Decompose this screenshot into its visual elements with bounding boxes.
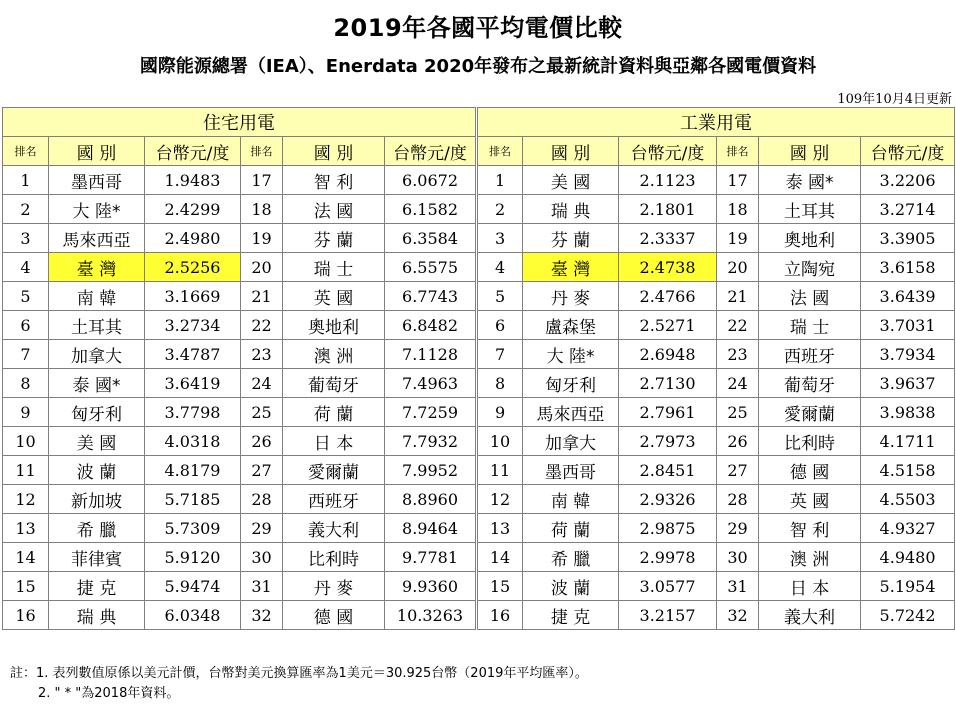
country-cell: 英 國 — [759, 485, 861, 514]
rank-cell: 30 — [717, 543, 759, 572]
country-cell: 比利時 — [759, 427, 861, 456]
country-cell: 英 國 — [283, 282, 385, 311]
price-cell: 2.1123 — [619, 166, 717, 195]
price-cell: 2.5256 — [145, 253, 241, 282]
rank-cell: 3 — [477, 224, 523, 253]
table-body — [3, 166, 955, 630]
price-cell: 2.9978 — [619, 543, 717, 572]
country-cell: 芬 蘭 — [523, 224, 619, 253]
table-row — [3, 166, 955, 195]
rank-cell: 19 — [717, 224, 759, 253]
price-cell: 3.7031 — [861, 311, 955, 340]
header-price: 台幣元/度 — [861, 137, 955, 166]
table-row — [3, 224, 955, 253]
country-cell: 加拿大 — [523, 427, 619, 456]
country-cell: 芬 蘭 — [283, 224, 385, 253]
table-row — [3, 398, 955, 427]
rank-cell: 1 — [3, 166, 49, 195]
rank-cell: 7 — [477, 340, 523, 369]
price-cell: 4.5158 — [861, 456, 955, 485]
rank-cell: 14 — [3, 543, 49, 572]
price-cell: 2.5271 — [619, 311, 717, 340]
price-cell: 1.9483 — [145, 166, 241, 195]
rank-cell: 32 — [241, 601, 283, 630]
country-cell: 大 陸* — [523, 340, 619, 369]
price-cell: 3.4787 — [145, 340, 241, 369]
rank-cell: 8 — [3, 369, 49, 398]
table-row — [3, 514, 955, 543]
price-cell: 4.0318 — [145, 427, 241, 456]
country-cell: 加拿大 — [49, 340, 145, 369]
header-price: 台幣元/度 — [619, 137, 717, 166]
rank-cell: 25 — [717, 398, 759, 427]
table-row — [3, 253, 955, 282]
rank-cell: 21 — [717, 282, 759, 311]
header-rank: 排名 — [717, 137, 759, 166]
rank-cell: 4 — [3, 253, 49, 282]
country-cell: 丹 麥 — [523, 282, 619, 311]
table-row — [3, 485, 955, 514]
price-cell: 3.9838 — [861, 398, 955, 427]
country-cell: 荷 蘭 — [523, 514, 619, 543]
price-cell: 2.4766 — [619, 282, 717, 311]
price-cell: 2.9875 — [619, 514, 717, 543]
country-cell: 新加坡 — [49, 485, 145, 514]
note-2: 2. " * "為2018年資料。 — [38, 686, 180, 701]
country-cell: 葡萄牙 — [283, 369, 385, 398]
price-cell: 3.6439 — [861, 282, 955, 311]
header-country: 國 別 — [523, 137, 619, 166]
price-cell: 7.7259 — [385, 398, 477, 427]
price-cell: 3.9637 — [861, 369, 955, 398]
rank-cell: 20 — [717, 253, 759, 282]
rank-cell: 31 — [717, 572, 759, 601]
rank-cell: 18 — [717, 195, 759, 224]
rank-cell: 10 — [3, 427, 49, 456]
header-country: 國 別 — [49, 137, 145, 166]
header-rank: 排名 — [477, 137, 523, 166]
rank-cell: 24 — [717, 369, 759, 398]
rank-cell: 6 — [477, 311, 523, 340]
country-cell: 土耳其 — [759, 195, 861, 224]
country-cell: 義大利 — [759, 601, 861, 630]
price-cell: 7.7932 — [385, 427, 477, 456]
country-cell: 西班牙 — [283, 485, 385, 514]
rank-cell: 7 — [3, 340, 49, 369]
rank-cell: 13 — [477, 514, 523, 543]
price-cell: 6.7743 — [385, 282, 477, 311]
table-row — [3, 369, 955, 398]
table-row — [3, 456, 955, 485]
price-cell: 10.3263 — [385, 601, 477, 630]
price-cell: 2.4980 — [145, 224, 241, 253]
rank-cell: 27 — [241, 456, 283, 485]
rank-cell: 11 — [477, 456, 523, 485]
rank-cell: 10 — [477, 427, 523, 456]
header-rank: 排名 — [241, 137, 283, 166]
country-cell: 波 蘭 — [523, 572, 619, 601]
country-cell: 瑞 典 — [49, 601, 145, 630]
rank-cell: 17 — [717, 166, 759, 195]
price-cell: 2.9326 — [619, 485, 717, 514]
country-cell: 日 本 — [759, 572, 861, 601]
rank-cell: 27 — [717, 456, 759, 485]
country-cell: 比利時 — [283, 543, 385, 572]
price-cell: 3.3905 — [861, 224, 955, 253]
price-cell: 6.3584 — [385, 224, 477, 253]
price-cell: 6.8482 — [385, 311, 477, 340]
rank-cell: 22 — [717, 311, 759, 340]
country-cell: 葡萄牙 — [759, 369, 861, 398]
country-cell: 捷 克 — [523, 601, 619, 630]
price-cell: 3.2714 — [861, 195, 955, 224]
price-cell: 4.9480 — [861, 543, 955, 572]
price-cell: 3.6158 — [861, 253, 955, 282]
section-industrial: 工業用電 — [477, 108, 955, 137]
rank-cell: 20 — [241, 253, 283, 282]
rank-cell: 5 — [3, 282, 49, 311]
rank-cell: 22 — [241, 311, 283, 340]
table-row — [3, 195, 955, 224]
price-cell: 2.4738 — [619, 253, 717, 282]
country-cell: 臺 灣 — [49, 253, 145, 282]
price-cell: 3.7798 — [145, 398, 241, 427]
rank-cell: 29 — [717, 514, 759, 543]
country-cell: 德 國 — [283, 601, 385, 630]
country-cell: 泰 國* — [759, 166, 861, 195]
rank-cell: 21 — [241, 282, 283, 311]
rank-cell: 23 — [717, 340, 759, 369]
price-cell: 3.7934 — [861, 340, 955, 369]
country-cell: 法 國 — [759, 282, 861, 311]
price-cell: 4.8179 — [145, 456, 241, 485]
rank-cell: 17 — [241, 166, 283, 195]
header-price: 台幣元/度 — [145, 137, 241, 166]
rank-cell: 9 — [3, 398, 49, 427]
table-row — [3, 601, 955, 630]
price-cell: 7.1128 — [385, 340, 477, 369]
rank-cell: 9 — [477, 398, 523, 427]
price-cell: 3.0577 — [619, 572, 717, 601]
header-country: 國 別 — [759, 137, 861, 166]
price-table — [2, 107, 955, 630]
price-cell: 9.9360 — [385, 572, 477, 601]
country-cell: 智 利 — [283, 166, 385, 195]
price-cell: 6.0672 — [385, 166, 477, 195]
rank-cell: 5 — [477, 282, 523, 311]
country-cell: 愛爾蘭 — [283, 456, 385, 485]
rank-cell: 1 — [477, 166, 523, 195]
table-row — [3, 340, 955, 369]
country-cell: 墨西哥 — [49, 166, 145, 195]
price-cell: 2.6948 — [619, 340, 717, 369]
footnotes — [10, 664, 588, 704]
price-cell: 4.5503 — [861, 485, 955, 514]
price-cell: 3.1669 — [145, 282, 241, 311]
price-cell: 2.7130 — [619, 369, 717, 398]
price-cell: 6.1582 — [385, 195, 477, 224]
price-cell: 2.7973 — [619, 427, 717, 456]
section-residential: 住宅用電 — [3, 108, 477, 137]
price-cell: 6.0348 — [145, 601, 241, 630]
table-row — [3, 543, 955, 572]
country-cell: 大 陸* — [49, 195, 145, 224]
rank-cell: 25 — [241, 398, 283, 427]
rank-cell: 6 — [3, 311, 49, 340]
country-cell: 匈牙利 — [49, 398, 145, 427]
price-cell: 3.2206 — [861, 166, 955, 195]
price-cell: 5.7242 — [861, 601, 955, 630]
price-cell: 7.4963 — [385, 369, 477, 398]
country-cell: 義大利 — [283, 514, 385, 543]
country-cell: 墨西哥 — [523, 456, 619, 485]
country-cell: 馬來西亞 — [49, 224, 145, 253]
rank-cell: 26 — [241, 427, 283, 456]
rank-cell: 12 — [477, 485, 523, 514]
country-cell: 南 韓 — [49, 282, 145, 311]
country-cell: 德 國 — [759, 456, 861, 485]
price-cell: 8.9464 — [385, 514, 477, 543]
country-cell: 菲律賓 — [49, 543, 145, 572]
price-cell: 4.1711 — [861, 427, 955, 456]
country-cell: 土耳其 — [49, 311, 145, 340]
header-rank: 排名 — [3, 137, 49, 166]
price-cell: 3.2734 — [145, 311, 241, 340]
rank-cell: 18 — [241, 195, 283, 224]
country-cell: 匈牙利 — [523, 369, 619, 398]
rank-cell: 16 — [3, 601, 49, 630]
rank-cell: 29 — [241, 514, 283, 543]
page-title: 2019年各國平均電價比較 — [333, 14, 623, 42]
country-cell: 盧森堡 — [523, 311, 619, 340]
table-row — [3, 572, 955, 601]
price-cell: 3.6419 — [145, 369, 241, 398]
price-cell: 8.8960 — [385, 485, 477, 514]
notes-label: 註： — [10, 666, 37, 681]
rank-cell: 24 — [241, 369, 283, 398]
country-cell: 美 國 — [523, 166, 619, 195]
table-row — [3, 311, 955, 340]
price-cell: 9.7781 — [385, 543, 477, 572]
country-cell: 法 國 — [283, 195, 385, 224]
country-cell: 奧地利 — [283, 311, 385, 340]
country-cell: 瑞 士 — [283, 253, 385, 282]
table-row — [3, 282, 955, 311]
column-header-row — [3, 137, 955, 166]
country-cell: 澳 洲 — [759, 543, 861, 572]
country-cell: 日 本 — [283, 427, 385, 456]
rank-cell: 8 — [477, 369, 523, 398]
country-cell: 馬來西亞 — [523, 398, 619, 427]
country-cell: 智 利 — [759, 514, 861, 543]
rank-cell: 26 — [717, 427, 759, 456]
price-cell: 6.5575 — [385, 253, 477, 282]
rank-cell: 14 — [477, 543, 523, 572]
rank-cell: 15 — [477, 572, 523, 601]
rank-cell: 31 — [241, 572, 283, 601]
country-cell: 奧地利 — [759, 224, 861, 253]
rank-cell: 4 — [477, 253, 523, 282]
rank-cell: 2 — [477, 195, 523, 224]
country-cell: 南 韓 — [523, 485, 619, 514]
price-cell: 5.9474 — [145, 572, 241, 601]
country-cell: 荷 蘭 — [283, 398, 385, 427]
price-cell: 4.9327 — [861, 514, 955, 543]
rank-cell: 15 — [3, 572, 49, 601]
rank-cell: 19 — [241, 224, 283, 253]
price-cell: 2.1801 — [619, 195, 717, 224]
country-cell: 希 臘 — [49, 514, 145, 543]
rank-cell: 16 — [477, 601, 523, 630]
header-price: 台幣元/度 — [385, 137, 477, 166]
rank-cell: 3 — [3, 224, 49, 253]
updated-date: 109年10月4日更新 — [837, 92, 952, 107]
country-cell: 捷 克 — [49, 572, 145, 601]
rank-cell: 11 — [3, 456, 49, 485]
table-row — [3, 427, 955, 456]
note-1: 1. 表列數值原係以美元計價，台幣對美元換算匯率為1美元＝30.925台幣（2019年平均匯率）。 — [36, 666, 588, 681]
price-cell: 2.3337 — [619, 224, 717, 253]
country-cell: 瑞 典 — [523, 195, 619, 224]
rank-cell: 2 — [3, 195, 49, 224]
rank-cell: 13 — [3, 514, 49, 543]
price-cell: 7.9952 — [385, 456, 477, 485]
country-cell: 西班牙 — [759, 340, 861, 369]
rank-cell: 23 — [241, 340, 283, 369]
rank-cell: 30 — [241, 543, 283, 572]
country-cell: 美 國 — [49, 427, 145, 456]
price-cell: 2.4299 — [145, 195, 241, 224]
rank-cell: 28 — [717, 485, 759, 514]
country-cell: 立陶宛 — [759, 253, 861, 282]
price-cell: 5.7309 — [145, 514, 241, 543]
country-cell: 澳 洲 — [283, 340, 385, 369]
country-cell: 希 臘 — [523, 543, 619, 572]
rank-cell: 28 — [241, 485, 283, 514]
rank-cell: 12 — [3, 485, 49, 514]
price-cell: 2.8451 — [619, 456, 717, 485]
price-cell: 5.7185 — [145, 485, 241, 514]
price-cell: 5.1954 — [861, 572, 955, 601]
country-cell: 丹 麥 — [283, 572, 385, 601]
page-subtitle: 國際能源總署（IEA）、Enerdata 2020年發布之最新統計資料與亞鄰各國電價資料 — [139, 56, 817, 77]
price-cell: 5.9120 — [145, 543, 241, 572]
price-cell: 2.7961 — [619, 398, 717, 427]
country-cell: 泰 國* — [49, 369, 145, 398]
country-cell: 愛爾蘭 — [759, 398, 861, 427]
country-cell: 波 蘭 — [49, 456, 145, 485]
country-cell: 瑞 士 — [759, 311, 861, 340]
price-cell: 3.2157 — [619, 601, 717, 630]
header-country: 國 別 — [283, 137, 385, 166]
rank-cell: 32 — [717, 601, 759, 630]
country-cell: 臺 灣 — [523, 253, 619, 282]
